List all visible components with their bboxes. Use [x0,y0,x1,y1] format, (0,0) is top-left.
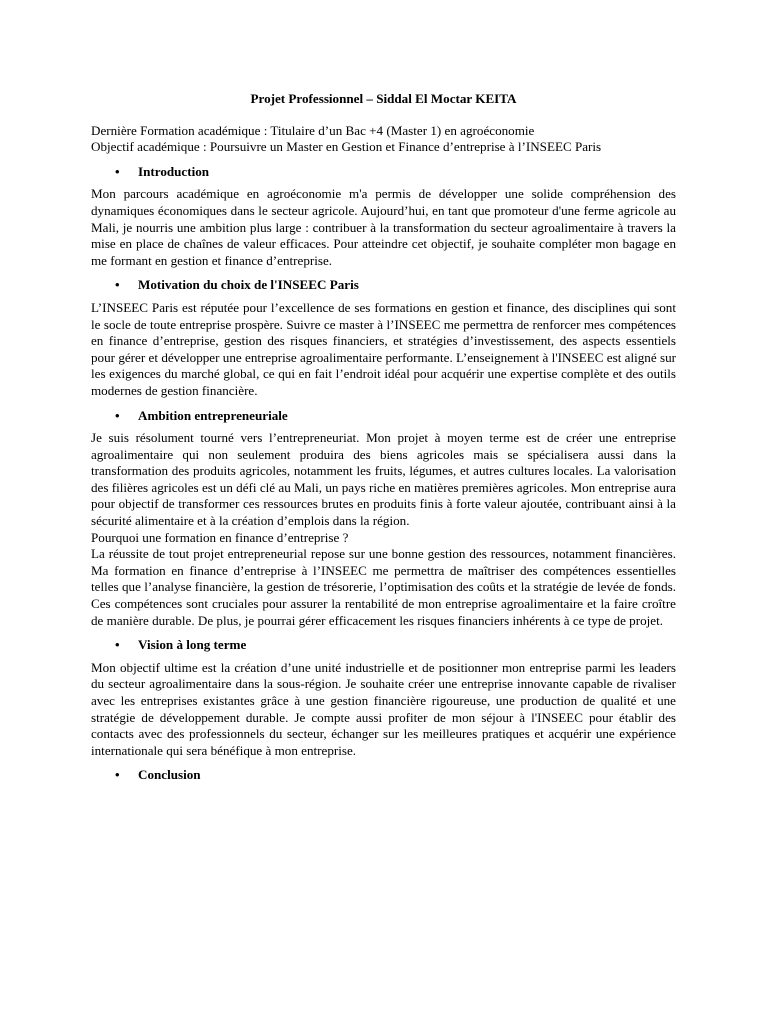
document-title: Projet Professionnel – Siddal El Moctar KEITA [250,91,517,106]
vision-paragraph: Mon objectif ultime est la création d’une unité industrielle et de positionner mon entreprise parmi les leaders du secteur agroalimentaire dans la sous-région. Je souhaite créer une entreprise innovante capable de rivaliser avec les entreprises existantes grâce à une gestion financière rigoureuse, une production de qualité et une stratégie de développement durable. Je compte aussi profiter de mon séjour à l'INSEEC pour établir des contacts avec des professionnels du secteur, échanger sur les meilleures pratiques et acquérir une expérience internationale qui sera bénéfique à mon entreprise. [91,659,676,758]
section-heading-motivation [91,277,676,294]
section-heading-introduction [91,164,676,181]
motivation-paragraph: L’INSEEC Paris est réputée pour l’excellence de ses formations en gestion et finance, des disciplines qui sont le socle de toute entreprise prospère. Suivre ce master à l’INSEEC me permettra de renforcer mes compétences en finance d’entreprise, gestion des risques financiers, et stratégies d’investissement, des aspects essentiels pour gérer et développer une entreprise agroalimentaire performante. L’enseignement à l'INSEEC est aligné sur les exigences du marché global, ce qui en fait l’endroit idéal pour acquérir une expertise complète et des outils modernes de gestion financière. [91,299,676,398]
bullet-icon: • [115,407,120,423]
section-heading-text: Conclusion [138,767,201,783]
last-education-line: Dernière Formation académique : Titulaire d’un Bac +4 (Master 1) en agroéconomie [91,122,535,138]
introduction-paragraph: Mon parcours académique en agroéconomie m'a permis de développer une solide compréhension des dynamiques économiques dans le secteur agricole. Aujourd’hui, en tant que promoteur d'une ferme agricole au Mali, je nourris une ambition plus large : contribuer à la transformation du secteur agroalimentaire à travers la mise en place de chaînes de valeur efficaces. Pour atteindre cet objectif, je souhaite compléter mon bagage en me formant en gestion et finance d’entreprise. [91,186,676,268]
bullet-icon: • [115,163,120,179]
ambition-paragraph: Je suis résolument tourné vers l’entrepreneuriat. Mon projet à moyen terme est de créer une entreprise agroalimentaire qui non seulement produira des biens agricoles mais se spécialisera aussi dans la transformation des produits agricoles, notamment les fruits, légumes, et autres cultures locales. La valorisation des filières agricoles est un défi clé au Mali, un pays riche en matières premières agricoles. Mon entreprise aura pour objectif de transformer ces ressources brutes en produits finis à forte valeur ajoutée, contribuant ainsi à la sécurité alimentaire et à la création d’emplois dans la région. [91,430,676,529]
section-heading-text: Ambition entrepreneuriale [138,407,288,423]
bullet-icon: • [115,277,120,293]
section-heading-text: Vision à long terme [138,637,247,653]
section-heading-conclusion [91,767,676,784]
section-heading-text: Introduction [138,163,210,179]
section-heading-text: Motivation du choix de l'INSEEC Paris [138,277,359,293]
section-heading-ambition [91,408,676,425]
finance-answer-paragraph: La réussite de tout projet entrepreneurial repose sur une bonne gestion des ressources, notamment financières. Ma formation en finance d’entreprise à l’INSEEC me permettra de maîtriser des compétences essentielles telles que l’analyse financière, la gestion de trésorerie, l’optimisation des coûts et la stratégie de levée de fonds. Ces compétences sont cruciales pour assurer la rentabilité de mon entreprise agroalimentaire et la faire croître de manière durable. De plus, je pourrai gérer efficacement les risques financiers inhérents à ce type de projet. [91,546,676,628]
bullet-icon: • [115,767,120,783]
section-heading-vision [91,637,676,654]
academic-objective-line: Objectif académique : Poursuivre un Master en Gestion et Finance d’entreprise à l’INSEEC Paris [91,139,602,155]
finance-question-line: Pourquoi une formation en finance d’entreprise ? [91,529,349,545]
document-page [91,91,676,790]
bullet-icon: • [115,637,120,653]
